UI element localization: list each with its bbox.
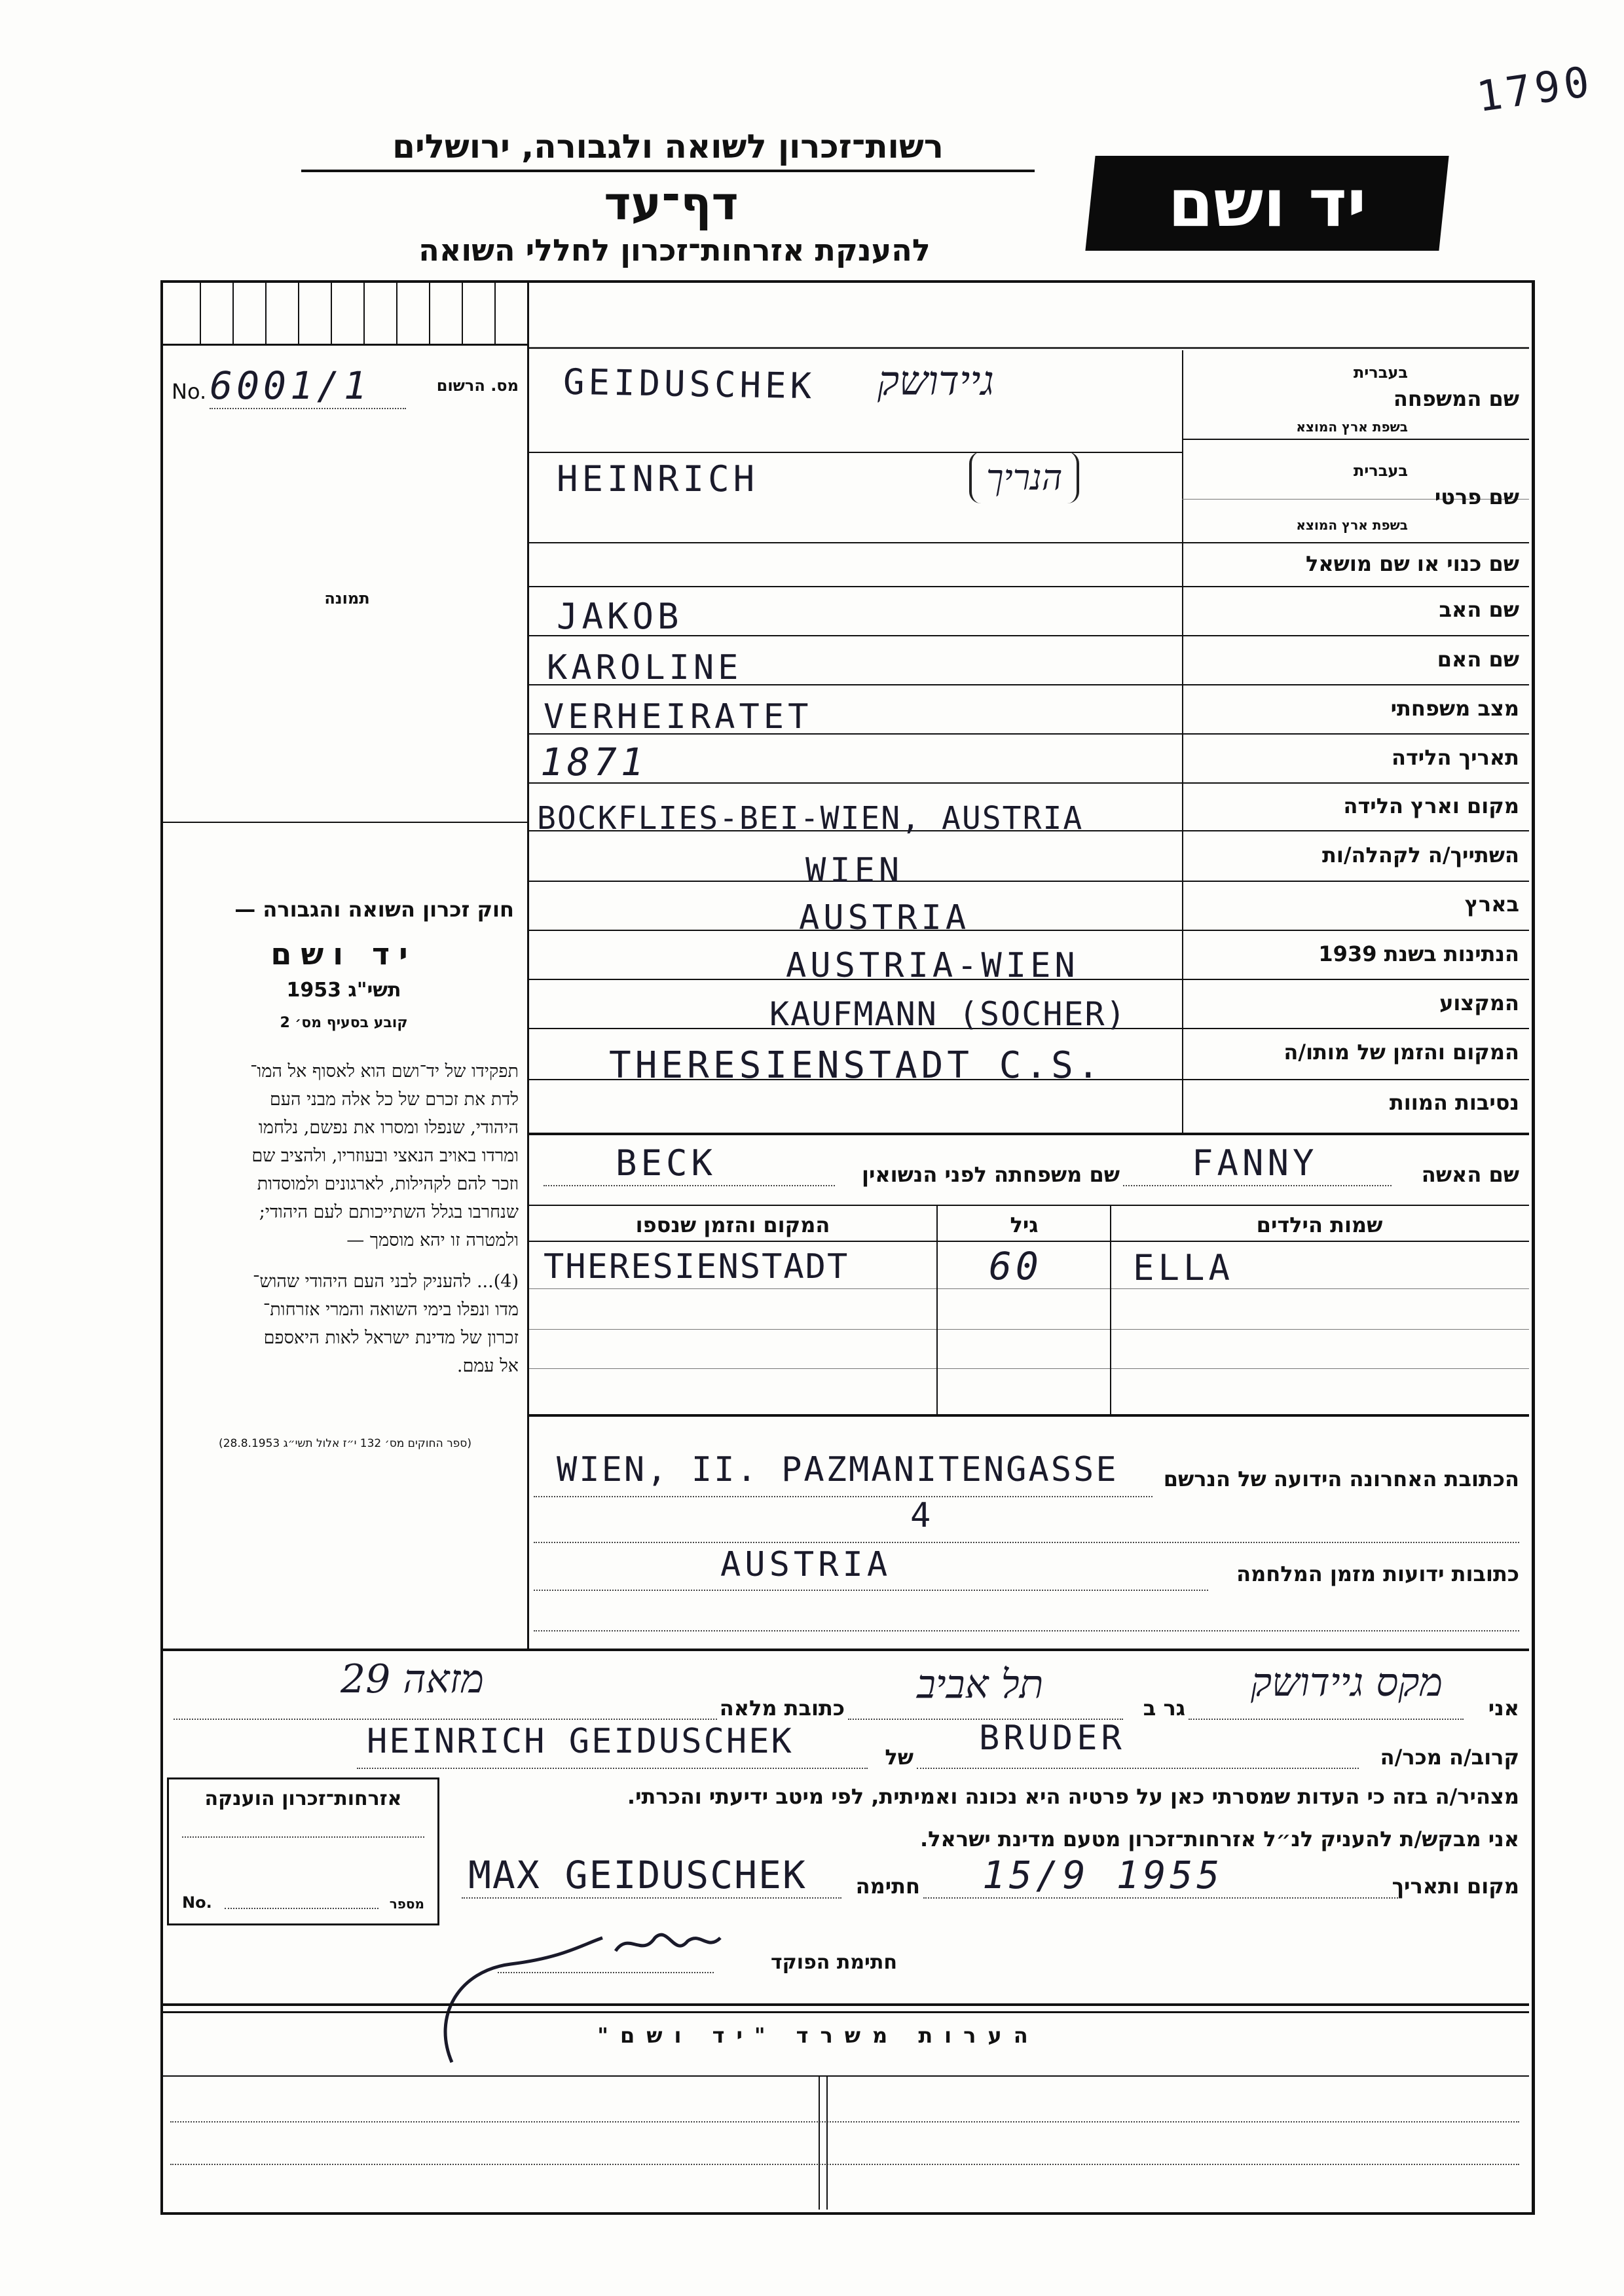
citizenship-value: AUSTRIA-WIEN [786,946,1079,985]
corner-note: 1790 [1473,57,1596,122]
relative-name-line [357,1768,868,1769]
grant-box [167,1777,439,1925]
war-address-line [534,1590,1208,1591]
law-line: (4)... להעניק לבני העם היהודי שהוש־ [253,1271,519,1292]
war-address-label: כתובות ידועות מזמן המלחמה [1236,1561,1519,1586]
law-line: היהודי, שנפלו ומסרו את נפשם, נלחמו [258,1118,519,1138]
relative-name-value: HEINRICH GEIDUSCHEK [367,1722,794,1761]
family-name-hebrew-value: גיידושק [877,357,994,405]
photo-label: תמונה [324,589,370,608]
country-label: בארץ [1464,892,1519,917]
lives-label: גר ב [1143,1696,1185,1721]
law-line: לדת את זכרם של כל אלה מבני העם [269,1089,519,1110]
mother-value: KAROLINE [547,648,743,687]
declarant-i-label: אני [1488,1696,1519,1721]
law-section: קובע בסעיף מס׳ 2 [280,1015,408,1031]
first-name-sub-country: בשפת ארץ המוצא [1296,517,1408,533]
war-address-value: AUSTRIA [720,1545,892,1584]
logo-text: יד ושם [1168,165,1367,242]
of-label: של [885,1745,913,1770]
law-text [172,1057,519,1380]
last-address-value: WIEN, II. PAZMANITENGASSE [557,1450,1118,1489]
child-name: ELLA [1133,1247,1234,1288]
reg-label: מס. הרשום [436,376,519,395]
law-line: שנחרבו בגלל השתייכותם לעם היהודי; [259,1202,519,1222]
family-name-value: GEIDUSCHEK [563,361,816,407]
nickname-label: שם כנוי או שם מושאל [1305,551,1519,576]
first-name-sub-hebrew: בעברית [1353,462,1408,480]
law-year: תשי"ג 1953 [286,979,401,1002]
declarant-address: מזאה 29 [341,1656,484,1702]
law-name: יד ושם [270,936,417,972]
last-address-line [534,1496,1153,1497]
profession-value: KAUFMANN (SOCHER) [769,995,1127,1033]
law-line: מדו ונפלו בימי השואה והמרי אזרחות־ [263,1300,519,1320]
wife-value: FANNY [1192,1142,1318,1184]
grant-box-title: אזרחות־זכרון הוענקה [204,1787,402,1810]
grant-box-number-label: מספר [389,1896,424,1912]
relative-label: קרוב/ה מכר/ה [1380,1745,1519,1770]
office-notes-label: הערות משרד "יד ושם" [597,2023,1040,2048]
wife-line [1123,1185,1392,1186]
birth-date-label: תאריך הלידה [1391,745,1519,770]
wife-maiden-label: שם משפחתה לפני הנשואין [861,1162,1120,1187]
declarant-name-line [1189,1719,1464,1720]
birth-place-label: מקום וארץ הלידה [1343,793,1519,818]
profession-label: המקצוע [1439,991,1519,1015]
law-line: ולמטרה זו יהא מוסמך — [346,1230,519,1250]
registration-row [172,363,519,409]
wife-maiden-line [544,1185,835,1186]
marital-label: מצב משפחתי [1390,696,1519,721]
place-date-label: מקום ותאריך [1392,1874,1519,1899]
mother-label: שם האם [1437,647,1519,672]
law-line: תפקידו של יד־ושם הוא לאסוף אל המו־ [250,1061,519,1082]
family-name-label: שם המשפחה [1393,386,1519,411]
declarant-address-line [174,1719,717,1720]
grant-box-no: No. [182,1893,212,1912]
official-signature-label: חתימת הפוקד [771,1951,897,1974]
law-line: זכרון של מדינת ישראל לאות היאספם [263,1328,519,1348]
authority-title: רשות־זכרון לשואה ולגבורה, ירושלים [301,128,1035,172]
relation-line [917,1768,1359,1769]
community-label: השתייך/ה לקהלה/ות [1321,843,1519,867]
notes-line [170,2164,1519,2165]
signature-line [462,1897,841,1899]
death-place-label: המקום והזמן של מותו/ה [1283,1040,1519,1065]
father-value: JAKOB [557,596,683,637]
declare-text: מצהיר/ה בזה כי העדות שמסרתי כאן על פרטיה היא נכונה ואמיתית, לפי מיטב ידיעתי והכרתי. [627,1784,1519,1809]
last-address-line2 [534,1542,1519,1543]
citizenship-label: הנתינות בשנת 1939 [1318,941,1519,966]
marital-value: VERHEIRATET [544,697,813,737]
children-age-header: גיל [1010,1212,1039,1237]
relation-value: BRUDER [979,1719,1126,1758]
law-title: חוק זכרון השואה והגבורה — [234,897,514,922]
declarant-name: מקס גיידושק [1251,1660,1443,1705]
law-line: וזכר להם לקהילות, לארגונים ולמוסדות [257,1174,519,1194]
place-date-value: 15/9 1955 [982,1853,1224,1897]
law-line: ומרדו באויב הנאצי ובעוזריו, ולהציב שם [251,1146,519,1166]
family-name-sub-hebrew: בעברית [1353,363,1408,382]
declarant-city: תל אביב [917,1662,1044,1707]
form-title: דף־עד [604,177,739,230]
child-place: THERESIENSTADT [544,1247,849,1286]
child-age: 60 [989,1244,1043,1288]
official-signature-scribble [367,1918,733,2075]
death-place-value: THERESIENSTADT C.S. [609,1044,1103,1087]
children-place-header: המקום והזמן שנספו [635,1212,830,1237]
yad-vashem-logo [1085,156,1449,251]
place-date-line [923,1897,1398,1899]
first-name-value: HEINRICH [557,458,759,500]
first-name-label: שם פרטי [1434,484,1519,509]
war-address-line2 [534,1630,1519,1631]
country-value: AUSTRIA [799,898,970,938]
law-reference: (ספר החוקים מס׳ 132 י״ז אלול תשי״ג 28.8.1953) [219,1437,471,1450]
wife-maiden-value: BECK [616,1142,717,1184]
birth-date-value: 1871 [540,740,648,784]
wife-label: שם האשה [1421,1162,1519,1187]
full-address-label: כתובת מלאה [719,1696,845,1721]
father-label: שם האב [1439,597,1519,622]
last-address-label: הכתובת האחרונה הידועה של הנרשם [1163,1467,1519,1491]
birth-place-value: BOCKFLIES-BEI-WIEN, AUSTRIA [537,800,1084,837]
nickname-value [557,551,1172,577]
children-names-header: שמות הילדים [1256,1212,1383,1237]
signature-label: חתימה [855,1874,920,1899]
family-name-sub-country: בשפת ארץ המוצא [1296,419,1408,435]
law-line: אל עמם. [456,1356,519,1376]
community-value: WIEN [805,851,904,890]
death-cause-label: נסיבות המוות [1389,1090,1519,1115]
last-address-value2: 4 [910,1496,935,1535]
death-cause-value [557,1090,1172,1116]
form-subtitle: להענקת אזרחות־זכרון לחללי השואה [418,232,931,268]
reg-no-prefix: No. [172,379,207,404]
reg-number: 6001/1 [210,363,406,409]
first-name-hebrew-value: הנריך [969,452,1079,503]
request-text: אני מבקש/ת להעניק לנ״ל אזרחות־זכרון מטעם מדינת ישראל. [920,1827,1519,1851]
notes-line [170,2121,1519,2123]
signature-value: MAX GEIDUSCHEK [468,1853,807,1897]
